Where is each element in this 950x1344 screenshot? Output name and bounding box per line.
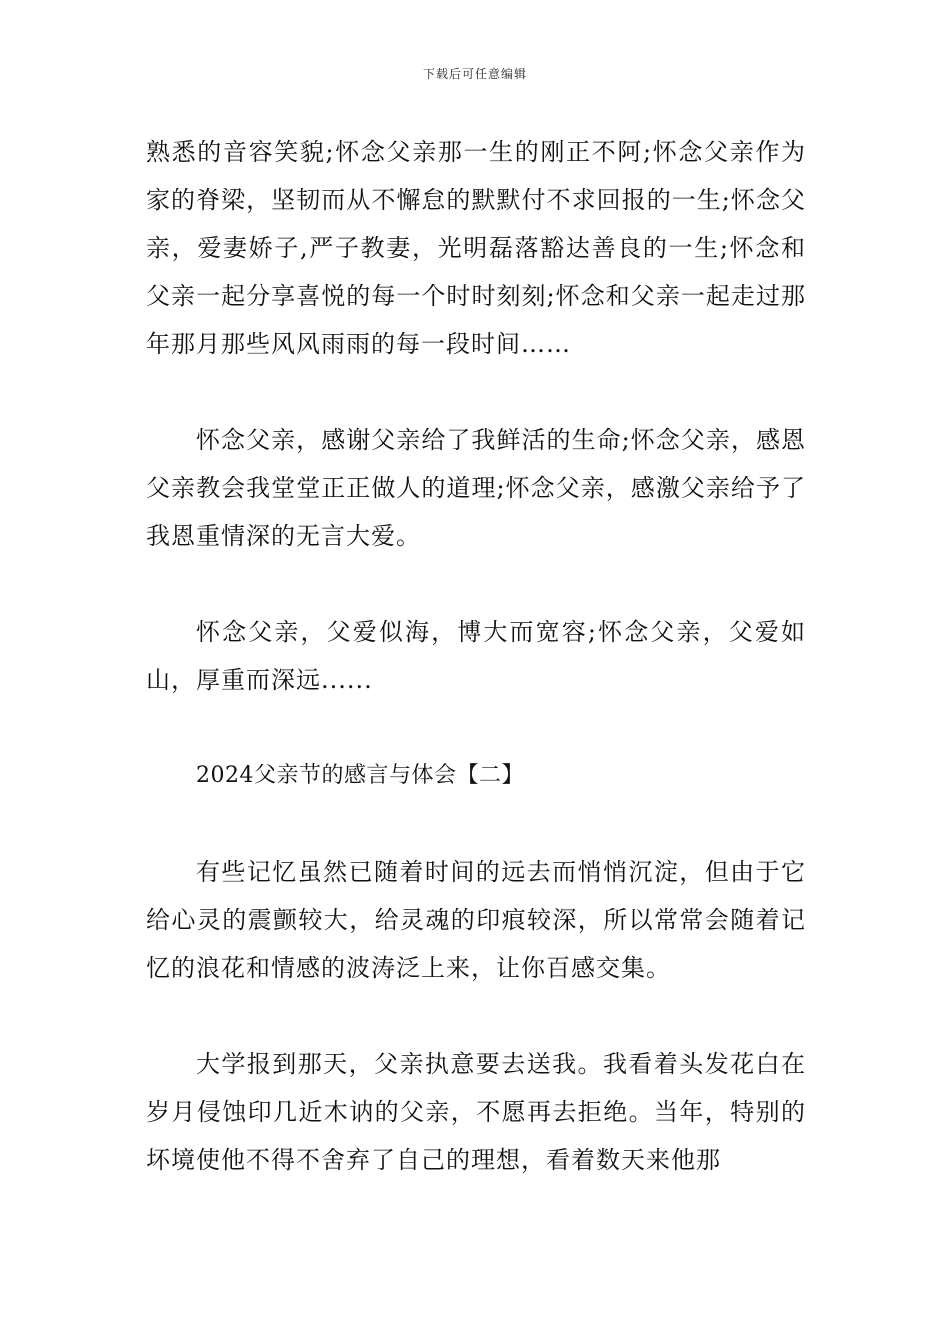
paragraph: 大学报到那天，父亲执意要去送我。我看着头发花白在岁月侵蚀印几近木讷的父亲，不愿再去拒绝。当年，特别的坏境使他不得不舍弃了自己的理想，看着数天来他那: [146, 1050, 806, 1174]
paragraph-continued: 熟悉的音容笑貌;怀念父亲那一生的刚正不阿;怀念父亲作为家的脊梁，坚韧而从不懈怠的默默付不求回报的一生;怀念父亲，爱妻娇子,严子教妻，光明磊落豁达善良的一生;怀念和父亲一起分享喜悦的每一个时时刻刻;怀念和父亲一起走过那年那月那些风风雨雨的每一段时间……: [146, 138, 806, 358]
page-header: 下载后可任意编辑: [422, 67, 527, 81]
paragraph: 有些记忆虽然已随着时间的远去而悄悄沉淀，但由于它给心灵的震颤较大，给灵魂的印痕较深，所以常常会随着记忆的浪花和情感的波涛泛上来，让你百感交集。: [146, 858, 806, 982]
paragraph: 怀念父亲，感谢父亲给了我鲜活的生命;怀念父亲，感恩父亲教会我堂堂正正做人的道理;怀念父亲，感激父亲给予了我恩重情深的无言大爱。: [146, 426, 806, 550]
section-heading: 2024父亲节的感言与体会【二】: [196, 763, 524, 788]
paragraph: 怀念父亲，父爱似海，博大而宽容;怀念父亲，父爱如山，厚重而深远......: [146, 618, 806, 694]
document-body: [146, 128, 806, 1232]
